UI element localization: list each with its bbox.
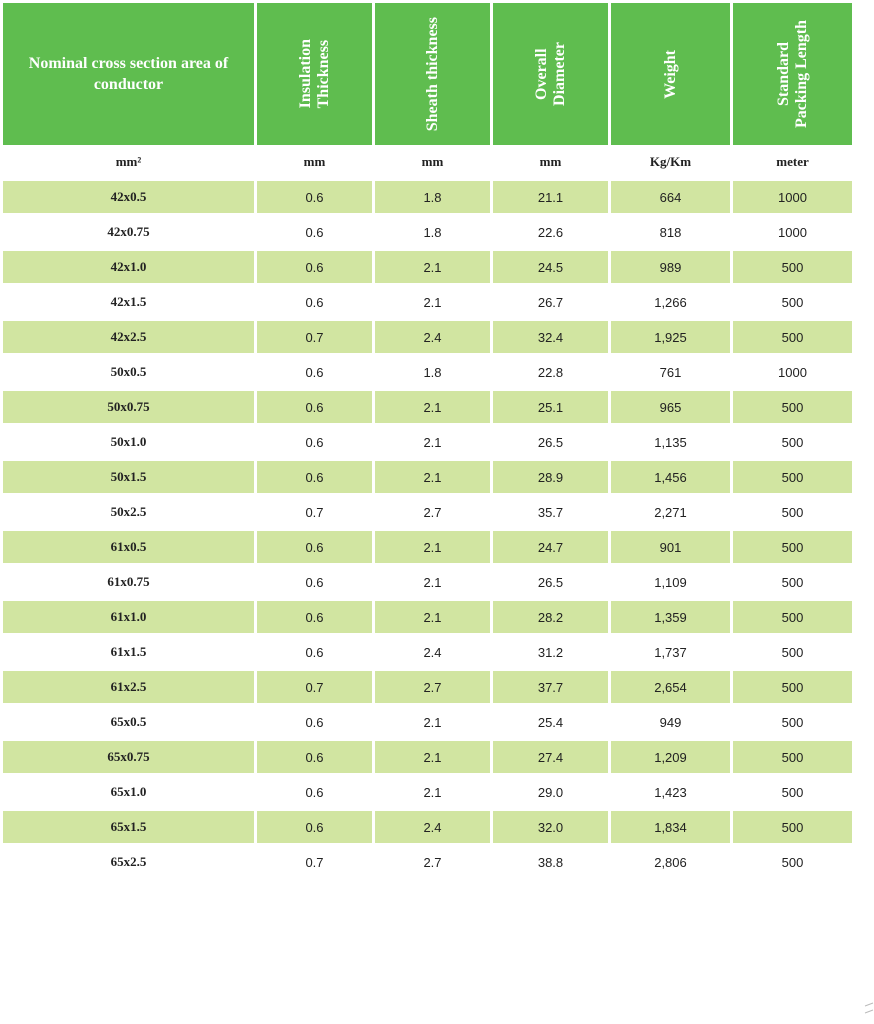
table-row xyxy=(3,286,855,318)
table-row xyxy=(3,216,855,248)
header-weight-cell xyxy=(611,3,730,145)
cell-packing-length: 500 xyxy=(733,321,852,353)
cell-weight: 901 xyxy=(611,531,730,563)
cell-packing-length: 500 xyxy=(733,531,852,563)
table-row xyxy=(3,671,855,703)
cell-insulation: 0.6 xyxy=(257,601,372,633)
table-row xyxy=(3,531,855,563)
cell-sheath: 1.8 xyxy=(423,224,442,240)
header-overall-diameter: Overall Diameter xyxy=(532,42,568,106)
cell-sheath: 2.1 xyxy=(375,741,490,773)
cell-sheath: 2.4 xyxy=(423,644,442,660)
cell-diameter: 24.7 xyxy=(493,531,608,563)
cell-insulation: 0.6 xyxy=(305,784,324,800)
cell-diameter: 38.8 xyxy=(537,854,564,870)
cell-area: 50x1.5 xyxy=(3,461,254,493)
cell-insulation: 0.6 xyxy=(305,644,324,660)
cell-diameter: 29.0 xyxy=(537,784,564,800)
cell-packing-length: 500 xyxy=(733,251,852,283)
cell-diameter: 35.7 xyxy=(537,504,564,520)
header-overall-diameter-cell xyxy=(493,3,608,145)
cell-area: 61x0.5 xyxy=(3,531,254,563)
cell-area: 61x1.5 xyxy=(110,644,147,659)
cell-packing-length: 1000 xyxy=(778,364,807,380)
cell-insulation: 0.6 xyxy=(305,224,324,240)
cell-diameter: 26.7 xyxy=(537,294,564,310)
cell-packing-length: 500 xyxy=(733,461,852,493)
cell-diameter: 26.5 xyxy=(537,574,564,590)
table-row xyxy=(3,776,855,808)
unit-sheath-thickness: mm xyxy=(421,153,444,169)
table-row xyxy=(3,181,855,213)
cell-diameter: 25.4 xyxy=(537,714,564,730)
cell-diameter: 24.5 xyxy=(493,251,608,283)
cell-area: 65x1.5 xyxy=(3,811,254,843)
cell-packing-length: 500 xyxy=(733,811,852,843)
cell-sheath: 2.1 xyxy=(375,391,490,423)
header-insulation-thickness-cell xyxy=(257,3,372,145)
cell-diameter: 28.2 xyxy=(493,601,608,633)
cell-sheath: 2.7 xyxy=(375,671,490,703)
table-row xyxy=(3,356,855,388)
cell-diameter: 26.5 xyxy=(537,434,564,450)
unit-conductor-area: mm² xyxy=(115,153,142,169)
cell-diameter: 22.6 xyxy=(537,224,564,240)
cell-packing-length: 500 xyxy=(781,294,804,310)
cell-insulation: 0.6 xyxy=(305,434,324,450)
table-row xyxy=(3,846,855,878)
cell-packing-length: 1000 xyxy=(733,181,852,213)
cell-weight: 2,271 xyxy=(654,504,687,520)
cell-insulation: 0.6 xyxy=(305,574,324,590)
cell-insulation: 0.6 xyxy=(257,181,372,213)
table-row xyxy=(3,741,855,773)
table-body xyxy=(3,181,855,878)
table-row xyxy=(3,601,855,633)
cell-packing-length: 500 xyxy=(733,601,852,633)
cell-diameter: 22.8 xyxy=(537,364,564,380)
cell-sheath: 2.1 xyxy=(423,714,442,730)
cell-area: 50x0.75 xyxy=(3,391,254,423)
cell-weight: 1,737 xyxy=(654,644,687,660)
cell-diameter: 25.1 xyxy=(493,391,608,423)
cell-packing-length: 500 xyxy=(781,714,804,730)
cell-area: 42x0.75 xyxy=(107,224,150,239)
cell-sheath: 1.8 xyxy=(423,364,442,380)
cell-packing-length: 500 xyxy=(781,644,804,660)
cell-sheath: 2.4 xyxy=(375,811,490,843)
cell-sheath: 2.1 xyxy=(423,574,442,590)
cell-area: 50x0.5 xyxy=(110,364,147,379)
cell-area: 61x0.75 xyxy=(107,574,150,589)
cell-sheath: 2.4 xyxy=(375,321,490,353)
cell-weight: 664 xyxy=(611,181,730,213)
header-sheath-thickness-cell xyxy=(375,3,490,145)
cell-packing-length: 500 xyxy=(781,434,804,450)
cell-sheath: 2.1 xyxy=(423,434,442,450)
cell-packing-length: 1000 xyxy=(778,224,807,240)
header-insulation-thickness: Insulation Thickness xyxy=(296,39,332,109)
cell-packing-length: 500 xyxy=(781,784,804,800)
cell-weight: 1,359 xyxy=(611,601,730,633)
cell-weight: 761 xyxy=(659,364,682,380)
cell-weight: 1,109 xyxy=(654,574,687,590)
cell-area: 42x1.5 xyxy=(110,294,147,309)
cell-packing-length: 500 xyxy=(781,504,804,520)
cell-weight: 1,925 xyxy=(611,321,730,353)
table-row xyxy=(3,566,855,598)
cell-area: 61x2.5 xyxy=(3,671,254,703)
cell-weight: 2,806 xyxy=(654,854,687,870)
cell-weight: 1,209 xyxy=(611,741,730,773)
cell-diameter: 37.7 xyxy=(493,671,608,703)
cell-insulation: 0.6 xyxy=(305,714,324,730)
cell-packing-length: 500 xyxy=(781,854,804,870)
cell-insulation: 0.6 xyxy=(257,461,372,493)
table-row xyxy=(3,426,855,458)
cell-area: 65x1.0 xyxy=(110,784,147,799)
cell-insulation: 0.6 xyxy=(257,531,372,563)
header-sheath-thickness: Sheath thickness xyxy=(423,16,441,132)
cell-diameter: 32.4 xyxy=(493,321,608,353)
cell-area: 50x1.0 xyxy=(110,434,147,449)
cell-area: 42x0.5 xyxy=(3,181,254,213)
cell-insulation: 0.6 xyxy=(257,811,372,843)
cell-insulation: 0.7 xyxy=(257,671,372,703)
cell-diameter: 31.2 xyxy=(537,644,564,660)
table-row xyxy=(3,461,855,493)
cell-packing-length: 500 xyxy=(733,391,852,423)
cell-packing-length: 500 xyxy=(733,741,852,773)
corner-mark-icon xyxy=(862,1002,874,1016)
cell-insulation: 0.7 xyxy=(305,854,324,870)
unit-weight: Kg/Km xyxy=(649,153,692,169)
units-row xyxy=(3,145,855,178)
cell-weight: 1,834 xyxy=(611,811,730,843)
cell-area: 65x2.5 xyxy=(110,854,147,869)
cell-weight: 818 xyxy=(659,224,682,240)
cell-area: 50x2.5 xyxy=(110,504,147,519)
table-row xyxy=(3,321,855,353)
cell-sheath: 2.1 xyxy=(375,531,490,563)
table-header-row xyxy=(3,3,855,145)
table-row xyxy=(3,706,855,738)
cell-sheath: 2.7 xyxy=(423,504,442,520)
table-row xyxy=(3,811,855,843)
cell-sheath: 2.1 xyxy=(375,461,490,493)
unit-packing-length: meter xyxy=(776,153,809,169)
table-row xyxy=(3,251,855,283)
cell-insulation: 0.6 xyxy=(257,391,372,423)
cell-insulation: 0.6 xyxy=(257,741,372,773)
unit-insulation-thickness: mm xyxy=(303,153,326,169)
cell-sheath: 2.1 xyxy=(375,251,490,283)
cell-weight: 949 xyxy=(659,714,682,730)
cell-insulation: 0.6 xyxy=(257,251,372,283)
table-row xyxy=(3,636,855,668)
cell-sheath: 2.1 xyxy=(423,294,442,310)
cell-weight: 1,266 xyxy=(654,294,687,310)
cell-insulation: 0.6 xyxy=(305,364,324,380)
cell-weight: 1,456 xyxy=(611,461,730,493)
cell-sheath: 2.7 xyxy=(423,854,442,870)
header-packing-length-cell xyxy=(733,3,852,145)
cell-packing-length: 500 xyxy=(733,671,852,703)
cell-diameter: 32.0 xyxy=(493,811,608,843)
cell-weight: 2,654 xyxy=(611,671,730,703)
cell-sheath: 2.1 xyxy=(423,784,442,800)
cell-insulation: 0.7 xyxy=(305,504,324,520)
cell-diameter: 28.9 xyxy=(493,461,608,493)
cell-weight: 989 xyxy=(611,251,730,283)
cell-weight: 965 xyxy=(611,391,730,423)
cell-insulation: 0.6 xyxy=(305,294,324,310)
cell-diameter: 21.1 xyxy=(493,181,608,213)
cell-weight: 1,423 xyxy=(654,784,687,800)
cell-area: 61x1.0 xyxy=(3,601,254,633)
table-row xyxy=(3,391,855,423)
header-packing-length: Standard Packing Length xyxy=(774,19,810,128)
cable-spec-table xyxy=(3,3,855,878)
cell-weight: 1,135 xyxy=(654,434,687,450)
cell-area: 42x1.0 xyxy=(3,251,254,283)
cell-packing-length: 500 xyxy=(781,574,804,590)
header-weight: Weight xyxy=(661,49,679,99)
unit-overall-diameter: mm xyxy=(539,153,562,169)
header-conductor-area: Nominal cross section area of conductor xyxy=(3,3,254,145)
cell-diameter: 27.4 xyxy=(493,741,608,773)
cell-sheath: 1.8 xyxy=(375,181,490,213)
cell-sheath: 2.1 xyxy=(375,601,490,633)
table-row xyxy=(3,496,855,528)
cell-area: 65x0.5 xyxy=(110,714,147,729)
cell-area: 42x2.5 xyxy=(3,321,254,353)
cell-insulation: 0.7 xyxy=(257,321,372,353)
cell-area: 65x0.75 xyxy=(3,741,254,773)
